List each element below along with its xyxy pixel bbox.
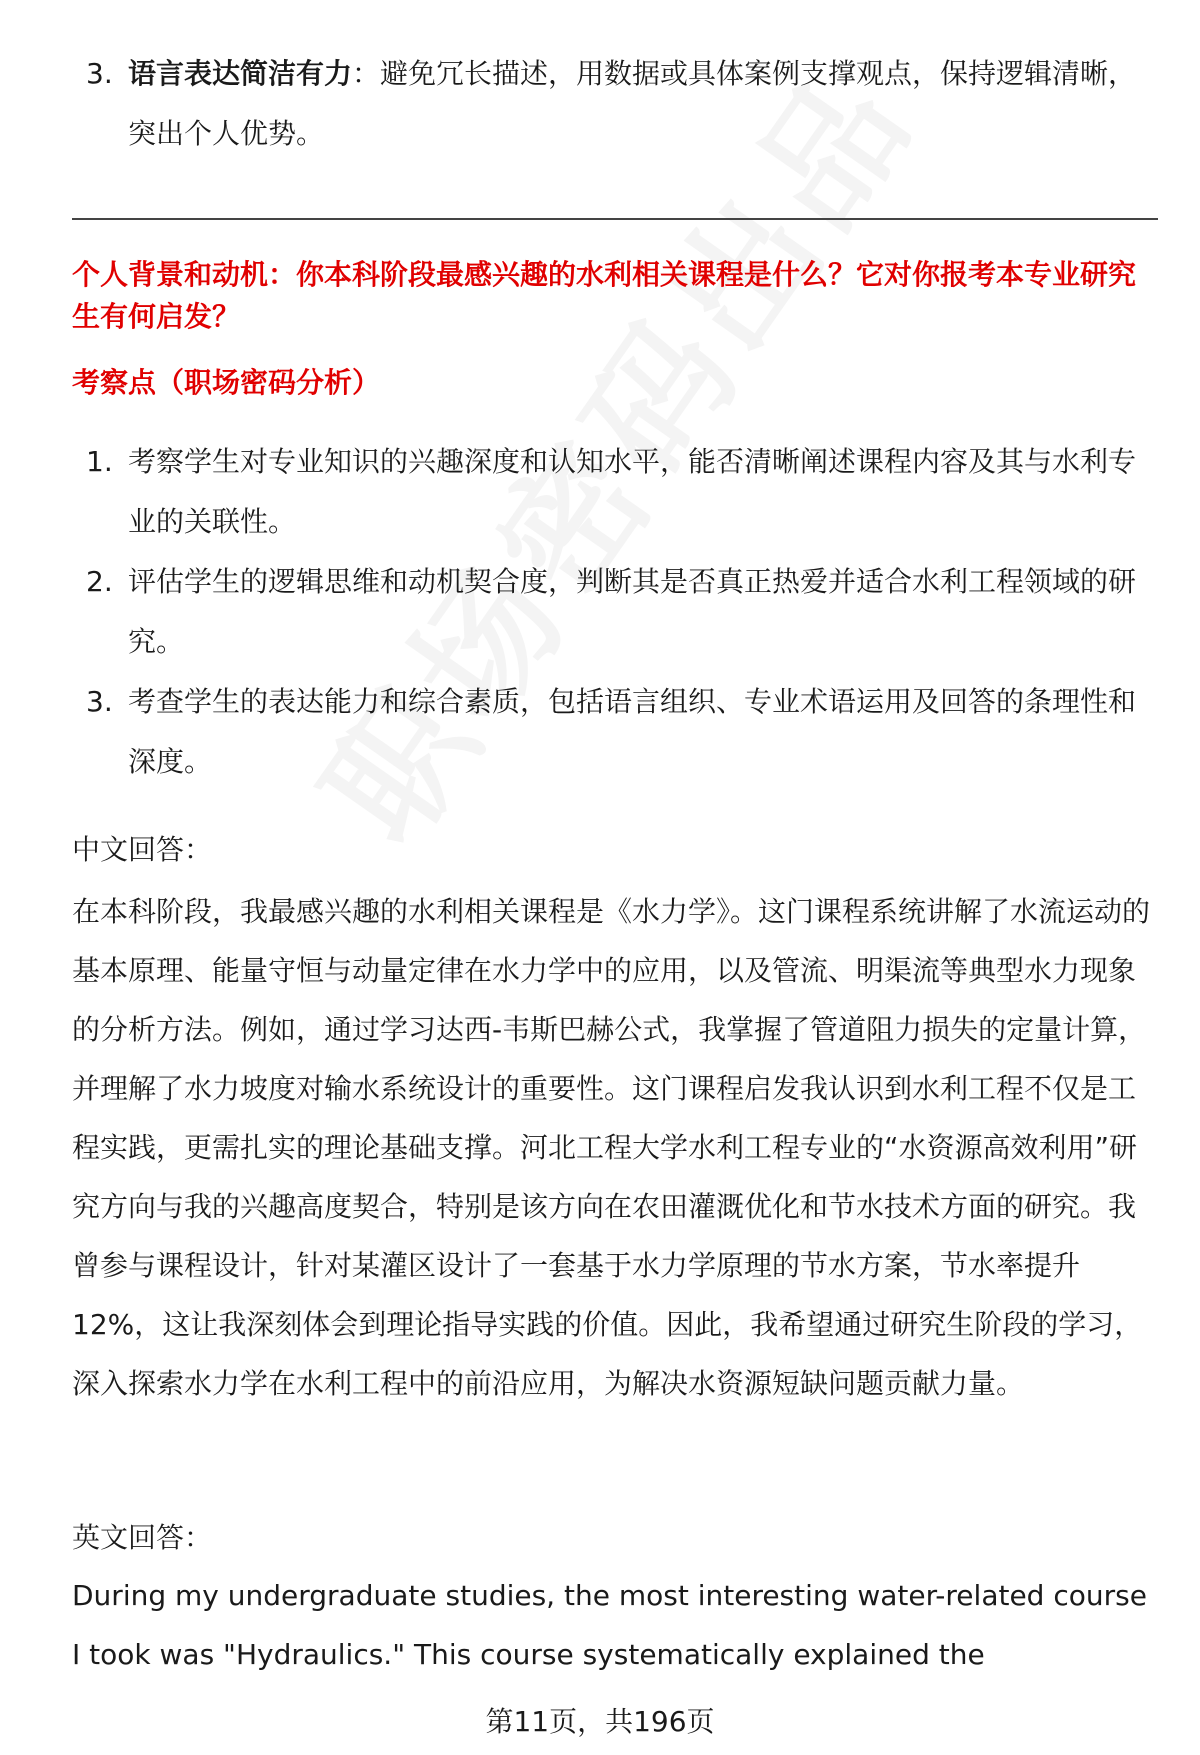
list-number: 2. [86, 565, 113, 598]
analysis-item [72, 672, 1152, 792]
analysis-item [72, 432, 1152, 552]
list-number: 3. [86, 57, 113, 90]
section-divider [72, 218, 1158, 220]
chinese-answer: 在本科阶段，我最感兴趣的水利相关课程是《水力学》。这门课程系统讲解了水流运动的基本原理、能量守恒与动量定律在水力学中的应用，以及管流、明渠流等典型水力现象的分析方法。例如，通过学习达西-韦斯巴赫公式，我掌握了管道阻力损失的定量计算，并理解了水力坡度对输水系统设计的重要性。这门课程启发我认识到水利工程不仅是工程实践，更需扎实的理论基础支撑。河北工程大学水利工程专业的“水资源高效利用”研究方向与我的兴趣高度契合，特别是该方向在农田灌溉优化和节水技术方面的研究。我曾参与课程设计，针对某灌区设计了一套基于水力学原理的节水方案，节水率提升12%，这让我深刻体会到理论指导实践的价值。因此，我希望通过研究生阶段的学习，深入探索水力学在水利工程中的前沿应用，为解决水资源短缺问题贡献力量。 [72, 895, 1151, 1400]
tip-text: ：避免冗长描述，用数据或具体案例支撑观点，保持逻辑清晰，突出个人优势。 [128, 57, 1137, 150]
english-answer: During my undergraduate studies, the most interesting water-related course I took was "Hydraulics." This course systematically explained the [72, 1579, 1147, 1671]
analysis-text: 考查学生的表达能力和综合素质，包括语言组织、专业术语运用及回答的条理性和深度。 [128, 685, 1137, 778]
question-heading: 个人背景和动机：你本科阶段最感兴趣的水利相关课程是什么？它对你报考本专业研究生有何启发？ [72, 258, 1137, 333]
analysis-text: 评估学生的逻辑思维和动机契合度，判断其是否真正热爱并适合水利工程领域的研究。 [128, 565, 1137, 658]
analysis-heading: 考察点（职场密码分析） [72, 366, 381, 399]
page-number-footer: 第11页，共196页 [485, 1705, 715, 1738]
list-number: 1. [86, 445, 113, 478]
list-number: 3. [86, 685, 113, 718]
analysis-text: 考察学生对专业知识的兴趣深度和认知水平，能否清晰阐述课程内容及其与水利专业的关联性。 [128, 445, 1137, 538]
english-answer-label: 英文回答： [72, 1521, 213, 1554]
tip-title: 语言表达简洁有力 [128, 57, 353, 90]
tips-list-item [72, 44, 1152, 164]
analysis-item [72, 552, 1152, 672]
chinese-answer-label: 中文回答： [72, 833, 213, 866]
